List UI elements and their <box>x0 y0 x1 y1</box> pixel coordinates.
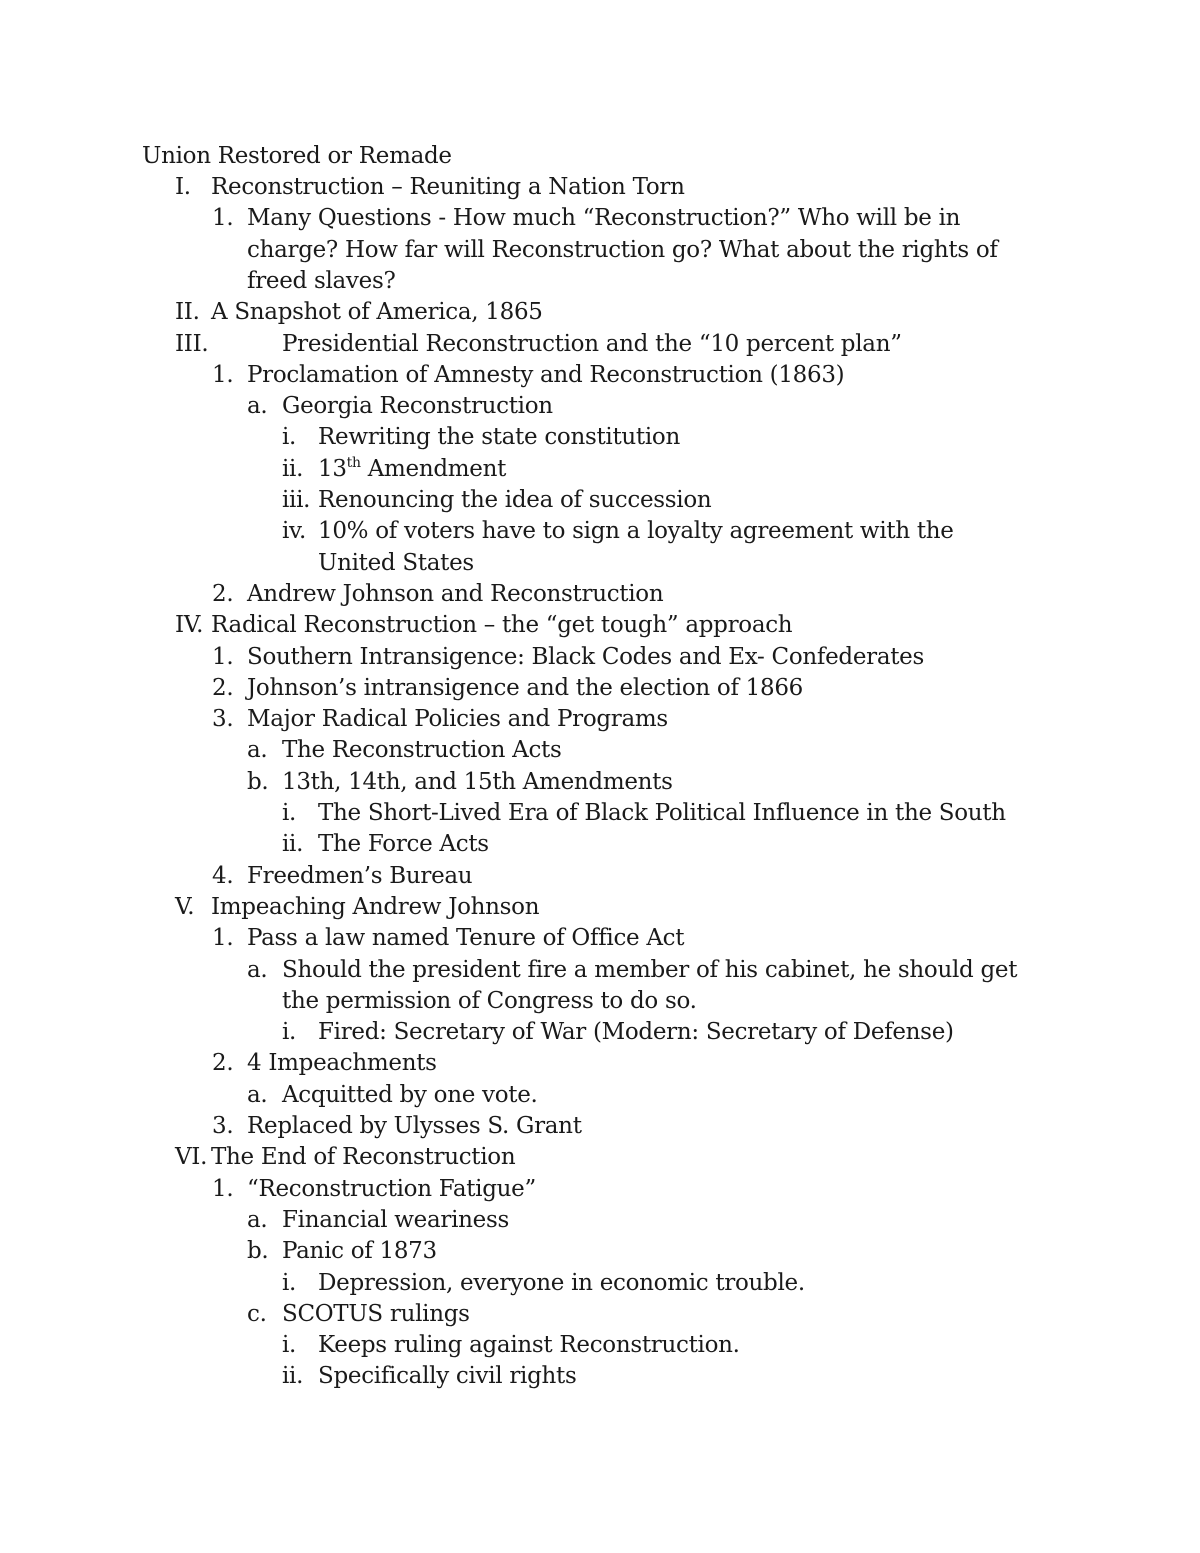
outline-item-marker: I. <box>175 174 191 200</box>
outline-item-text: Presidential Reconstruction and the “10 percent plan” <box>282 330 902 357</box>
outline-item-text: Depression, everyone in economic trouble. <box>318 1269 805 1296</box>
outline-item-marker: IV. <box>175 612 204 639</box>
outline-item-text: Panic of 1873 <box>282 1238 437 1265</box>
outline-item-marker: a. <box>247 737 268 764</box>
outline-item-text: 4 Impeachments <box>247 1050 437 1077</box>
outline-item-marker: 2. <box>212 580 234 607</box>
outline-item-text-part: 13 <box>318 455 347 482</box>
outline-item-marker: b. <box>247 768 269 795</box>
outline-item-marker: II. <box>175 299 200 326</box>
outline-item-text: The Short-Lived Era of Black Political Influence in the South <box>318 800 1006 826</box>
outline-item-marker: 1. <box>212 925 234 952</box>
outline-item-text: The Reconstruction Acts <box>282 737 562 764</box>
outline-item-marker: III. <box>175 330 209 357</box>
outline-item-text-part: Amendment <box>360 455 507 482</box>
outline-item-text: Replaced by Ulysses S. Grant <box>247 1113 582 1139</box>
outline-item-text: the permission of Congress to do so. <box>282 987 697 1014</box>
outline-item-marker: c. <box>247 1300 267 1327</box>
outline-item-text: United States <box>318 549 474 576</box>
outline-item-marker: i. <box>282 424 297 451</box>
outline-item-text: Financial weariness <box>282 1206 509 1233</box>
outline-item-marker: a. <box>247 393 268 420</box>
outline-item-text: Major Radical Policies and Programs <box>247 706 668 733</box>
outline-item-text: Freedmen’s Bureau <box>247 862 473 889</box>
outline-item-text: Should the president fire a member of his cabinet, he should get <box>282 956 1018 983</box>
outline-item-text: Impeaching Andrew Johnson <box>211 893 540 920</box>
outline-item-text: Acquitted by one vote. <box>282 1081 538 1108</box>
outline-item-marker: 1. <box>212 205 234 232</box>
outline-item-text: Georgia Reconstruction <box>282 393 553 420</box>
outline-item-text: charge? How far will Reconstruction go? What about the rights of <box>247 236 998 263</box>
outline-item-text: Southern Intransigence: Black Codes and Ex- Confederates <box>247 643 924 670</box>
outline-item-marker: ii. <box>282 831 304 858</box>
document-title: Union Restored or Remade <box>142 143 452 169</box>
outline-item-marker: ii. <box>282 455 304 482</box>
outline-item-text: Proclamation of Amnesty and Reconstruction (1863) <box>247 361 845 388</box>
outline-item-marker: i. <box>282 800 297 826</box>
outline-item-text: Pass a law named Tenure of Office Act <box>247 925 685 952</box>
superscript-ordinal: th <box>346 454 361 471</box>
outline-item-marker: b. <box>247 1238 269 1265</box>
outline-item-text: SCOTUS rulings <box>282 1300 470 1327</box>
outline-item-marker: i. <box>282 1332 297 1359</box>
outline-item-text: 13th, 14th, and 15th Amendments <box>282 768 673 795</box>
outline-item-marker: a. <box>247 956 268 983</box>
outline-item-marker: 1. <box>212 643 234 670</box>
outline-item-text: Johnson’s intransigence and the election of 1866 <box>247 674 803 701</box>
outline-item-text: A Snapshot of America, 1865 <box>211 299 543 326</box>
outline-item-text: Many Questions - How much “Reconstruction?” Who will be in <box>247 205 961 232</box>
outline-item-marker: VI. <box>175 1144 208 1171</box>
outline-item-text: 10% of voters have to sign a loyalty agreement with the <box>318 518 954 545</box>
outline-item-marker: 1. <box>212 361 234 388</box>
outline-item-text: Renouncing the idea of succession <box>318 487 712 513</box>
outline-item-marker: iv. <box>282 518 307 545</box>
outline-item-text: freed slaves? <box>247 267 396 294</box>
outline-item-marker: i. <box>282 1019 297 1046</box>
outline-item-marker: i. <box>282 1269 297 1296</box>
outline-item-text: Rewriting the state constitution <box>318 424 680 451</box>
outline-item-marker: iii. <box>282 487 311 513</box>
outline-item-marker: 1. <box>212 1175 234 1202</box>
outline-item-text <box>318 454 506 485</box>
outline-item-marker: 2. <box>212 1050 234 1077</box>
outline-item-text: The End of Reconstruction <box>211 1144 516 1171</box>
outline-item-marker: 3. <box>212 1113 234 1139</box>
outline-item-marker: a. <box>247 1206 268 1233</box>
outline-item-marker: V. <box>175 893 195 920</box>
outline-item-marker: ii. <box>282 1363 304 1390</box>
outline-item-marker: 4. <box>212 862 234 889</box>
outline-item-text: “Reconstruction Fatigue” <box>247 1175 536 1202</box>
outline-item-text: Fired: Secretary of War (Modern: Secretary of Defense) <box>318 1019 954 1046</box>
outline-item-text: Radical Reconstruction – the “get tough” approach <box>211 612 793 639</box>
outline-item-marker: 2. <box>212 674 234 701</box>
outline-item-text: Andrew Johnson and Reconstruction <box>247 580 664 607</box>
outline-item-marker: a. <box>247 1081 268 1108</box>
outline-item-text: Reconstruction – Reuniting a Nation Torn <box>211 174 685 200</box>
outline-item-text: The Force Acts <box>318 831 489 858</box>
outline-item-text: Specifically civil rights <box>318 1363 577 1390</box>
outline-item-marker: 3. <box>212 706 234 733</box>
outline-item-text: Keeps ruling against Reconstruction. <box>318 1332 740 1359</box>
